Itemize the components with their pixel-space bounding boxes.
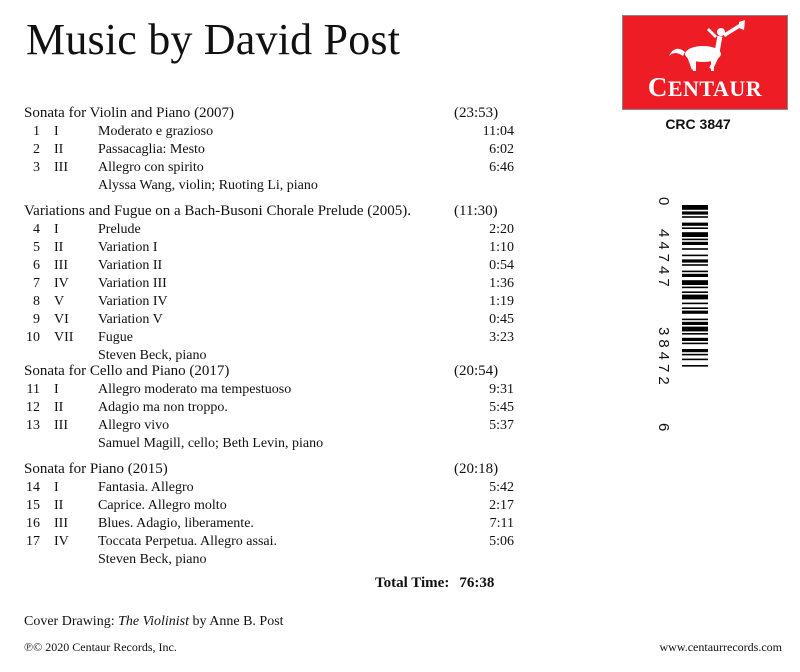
track-row: 12 II Adagio ma non troppo. 5:45: [26, 400, 514, 415]
performers: Steven Beck, piano: [98, 348, 207, 363]
barcode-digit-group: 44747: [655, 229, 672, 291]
copyright-notice: ℗© 2020 Centaur Records, Inc.: [24, 640, 177, 654]
track-row: 3 III Allegro con spirito 6:46: [33, 160, 514, 175]
website-link[interactable]: www.centaurrecords.com: [659, 640, 782, 654]
work-title: Sonata for Violin and Piano (2007): [24, 105, 235, 121]
work-title: Sonata for Piano (2015): [24, 461, 168, 477]
total-time: [375, 575, 494, 592]
work-section-cello-sonata: [24, 362, 514, 453]
track-row: 2 II Passacaglia: Mesto 6:02: [33, 142, 514, 157]
barcode-digits: [655, 195, 702, 435]
track-row: 17 IV Toccata Perpetua. Allegro assai. 5:06: [26, 534, 514, 549]
catalog-number: CRC 3847: [665, 116, 731, 132]
track-row: 15 II Caprice. Allegro molto 2:17: [26, 498, 514, 513]
work-duration: (20:18): [454, 461, 499, 477]
centaur-wordmark: CENTAUR: [647, 72, 763, 102]
track-row: 11 I Allegro moderato ma tempestuoso 9:31: [26, 382, 514, 397]
track-row: 9 VI Variation V 0:45: [33, 312, 514, 327]
track-row: 8 V Variation IV 1:19: [33, 294, 514, 309]
track-row: 1 I Moderato e grazioso 11:04: [33, 124, 514, 139]
performers: Steven Beck, piano: [98, 552, 207, 567]
work-section-variations-fugue: [24, 202, 514, 365]
work-title: Sonata for Cello and Piano (2017): [24, 363, 230, 379]
track-row: 6 III Variation II 0:54: [33, 258, 514, 273]
total-time-value: 76:38: [459, 575, 495, 591]
work-section-violin-sonata: [24, 104, 514, 195]
cover-credit: Cover Drawing: The Violinist by Anne B. Post: [24, 614, 284, 629]
work-heading: [24, 202, 514, 221]
barcode-digit-group: 6: [655, 423, 672, 432]
track-row: 4 I Prelude 2:20: [33, 222, 514, 237]
track-row: 10 VII Fugue 3:23: [26, 330, 514, 345]
track-row: 5 II Variation I 1:10: [33, 240, 514, 255]
work-duration: (11:30): [454, 203, 498, 219]
work-title: Variations and Fugue on a Bach-Busoni Chorale Prelude (2005).: [24, 203, 412, 219]
track-row: 13 III Allegro vivo 5:37: [26, 418, 514, 433]
album-title: Music by David Post: [26, 15, 401, 64]
work-section-piano-sonata: [24, 460, 514, 569]
centaur-figure-icon: [623, 16, 787, 76]
total-time-label: Total Time:: [375, 575, 450, 591]
barcode-digit-group: 38472: [655, 327, 672, 389]
centaur-logo: [622, 15, 788, 110]
work-heading: [24, 460, 514, 479]
work-heading: [24, 362, 514, 381]
performers: Samuel Magill, cello; Beth Levin, piano: [98, 436, 324, 451]
track-row: 16 III Blues. Adagio, liberamente. 7:11: [26, 516, 514, 531]
track-row: 14 I Fantasia. Allegro 5:42: [26, 480, 514, 495]
barcode-digit-group: 0: [655, 197, 672, 206]
track-row: 7 IV Variation III 1:36: [33, 276, 514, 291]
work-heading: [24, 104, 514, 123]
work-duration: (23:53): [454, 105, 499, 121]
performers: Alyssa Wang, violin; Ruoting Li, piano: [98, 178, 318, 193]
work-duration: (20:54): [454, 363, 499, 379]
